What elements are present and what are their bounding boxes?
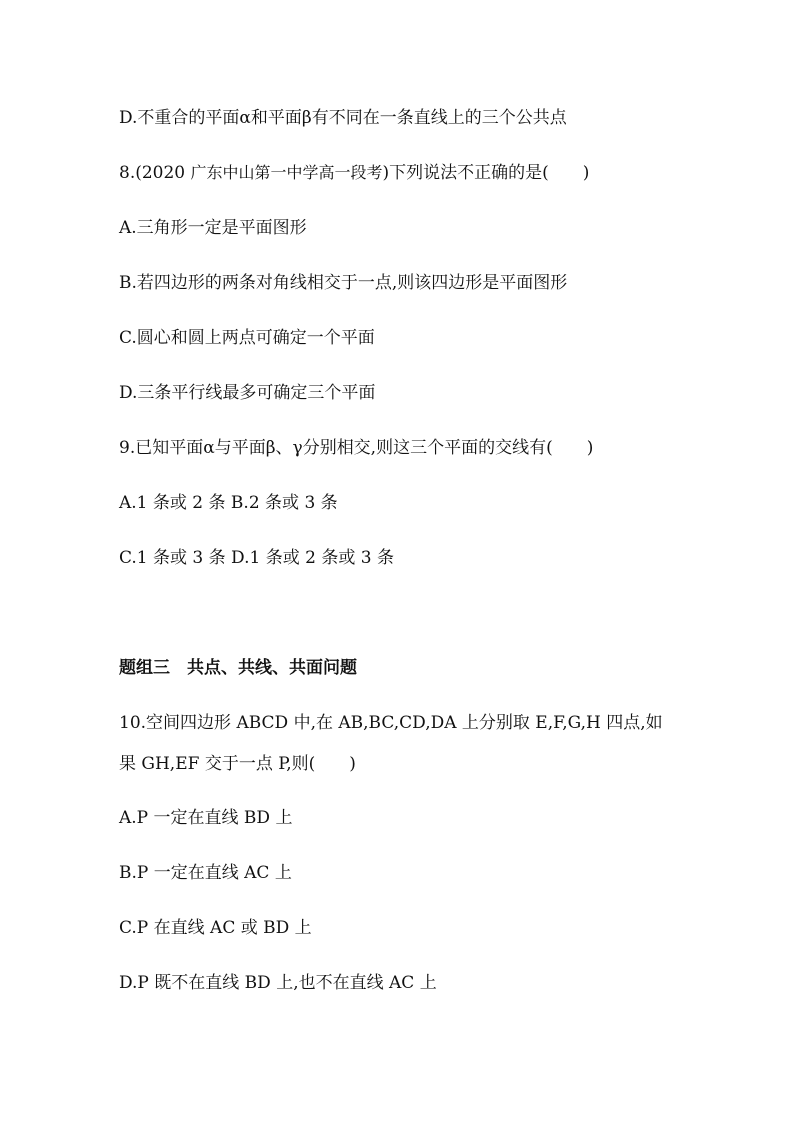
q9-options-cd: C.1 条或 3 条 D.1 条或 2 条或 3 条 (119, 548, 394, 568)
q8-source: 广东中山第一中学高一段考 (190, 163, 383, 182)
q10-stem-line1: 10.空间四边形 ABCD 中,在 AB,BC,CD,DA 上分别取 E,F,G,H 四点,如 (119, 713, 663, 733)
q8-option-d: D.三条平行线最多可确定三个平面 (119, 383, 376, 403)
q7-option-d: D.不重合的平面α和平面β有不同在一条直线上的三个公共点 (119, 108, 567, 128)
q9-options-ab: A.1 条或 2 条 B.2 条或 3 条 (119, 493, 338, 513)
q8-question: )下列说法不正确的是( ) (382, 163, 590, 183)
q10-option-b: B.P 一定在直线 AC 上 (119, 863, 292, 883)
q8-option-c: C.圆心和圆上两点可确定一个平面 (119, 328, 375, 348)
q8-option-a: A.三角形一定是平面图形 (119, 218, 307, 238)
q10-option-d: D.P 既不在直线 BD 上,也不在直线 AC 上 (119, 973, 437, 993)
q8-stem (119, 161, 754, 185)
q10-stem-line2: 果 GH,EF 交于一点 P,则( ) (119, 754, 356, 774)
q8-number: 8.(2020 (119, 163, 191, 183)
q9-stem: 9.已知平面α与平面β、γ分别相交,则这三个平面的交线有( ) (119, 438, 594, 458)
section-title: 题组三 共点、共线、共面问题 (119, 658, 357, 678)
q10-option-c: C.P 在直线 AC 或 BD 上 (119, 918, 312, 938)
q8-option-b: B.若四边形的两条对角线相交于一点,则该四边形是平面图形 (119, 273, 568, 293)
q10-option-a: A.P 一定在直线 BD 上 (119, 808, 293, 828)
